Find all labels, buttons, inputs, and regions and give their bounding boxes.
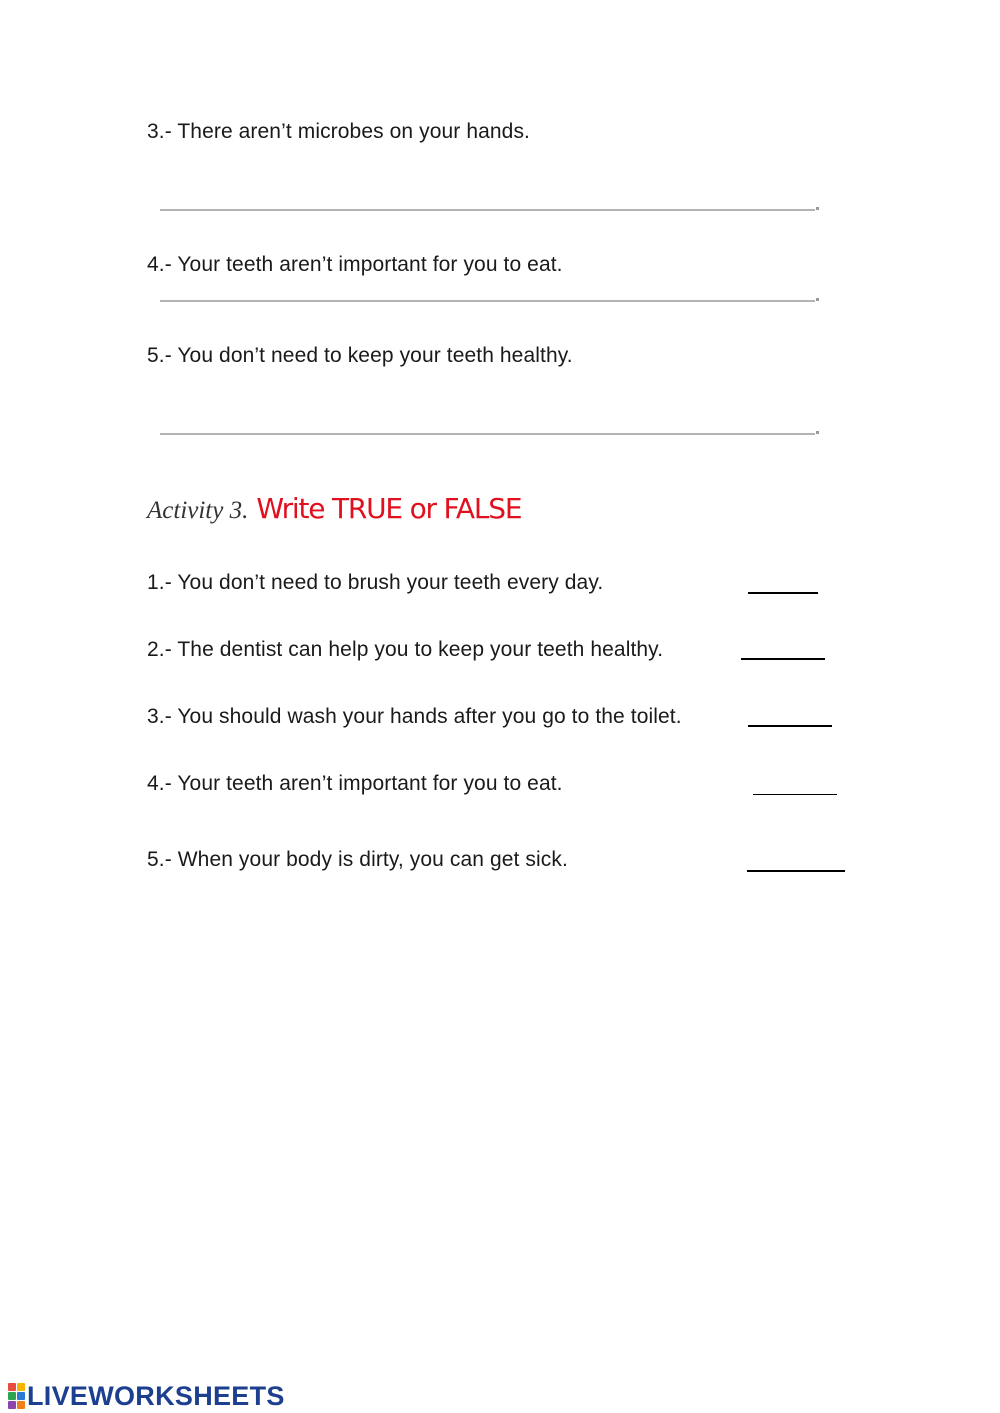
tf-question-1-text: 1.- You don’t need to brush your teeth every day. bbox=[147, 571, 604, 594]
answer-line-4-period bbox=[816, 298, 819, 301]
tf-question-2-text: 2.- The dentist can help you to keep your teeth healthy. bbox=[147, 638, 664, 661]
logo-text: LIVEWORKSHEETS bbox=[27, 1380, 285, 1411]
activity-3-heading bbox=[147, 492, 521, 525]
answer-line-5-period bbox=[816, 431, 819, 434]
tf-answer-blank-2[interactable] bbox=[741, 658, 825, 660]
answer-line-4[interactable] bbox=[160, 300, 815, 302]
liveworksheets-logo[interactable] bbox=[8, 1382, 285, 1410]
tf-answer-blank-4[interactable] bbox=[753, 794, 837, 795]
answer-line-5[interactable] bbox=[160, 433, 815, 435]
question-4-text: 4.- Your teeth aren’t important for you to eat. bbox=[147, 253, 563, 276]
tf-answer-blank-3[interactable] bbox=[748, 725, 832, 727]
tf-question-4-text: 4.- Your teeth aren’t important for you to eat. bbox=[147, 772, 563, 795]
activity-label: Activity 3. bbox=[147, 497, 249, 524]
tf-question-3-text: 3.- You should wash your hands after you go to the toilet. bbox=[147, 705, 682, 728]
tf-answer-blank-1[interactable] bbox=[748, 592, 818, 594]
tf-answer-blank-5[interactable] bbox=[747, 870, 845, 872]
tf-question-5-text: 5.- When your body is dirty, you can get sick. bbox=[147, 848, 568, 871]
activity-instruction: Write TRUE or FALSE bbox=[256, 492, 522, 525]
liveworksheets-logo-icon bbox=[8, 1383, 25, 1409]
question-3-text: 3.- There aren’t microbes on your hands. bbox=[147, 120, 530, 143]
answer-line-3-period bbox=[816, 207, 819, 210]
question-5-text: 5.- You don’t need to keep your teeth healthy. bbox=[147, 344, 573, 367]
answer-line-3[interactable] bbox=[160, 209, 815, 211]
